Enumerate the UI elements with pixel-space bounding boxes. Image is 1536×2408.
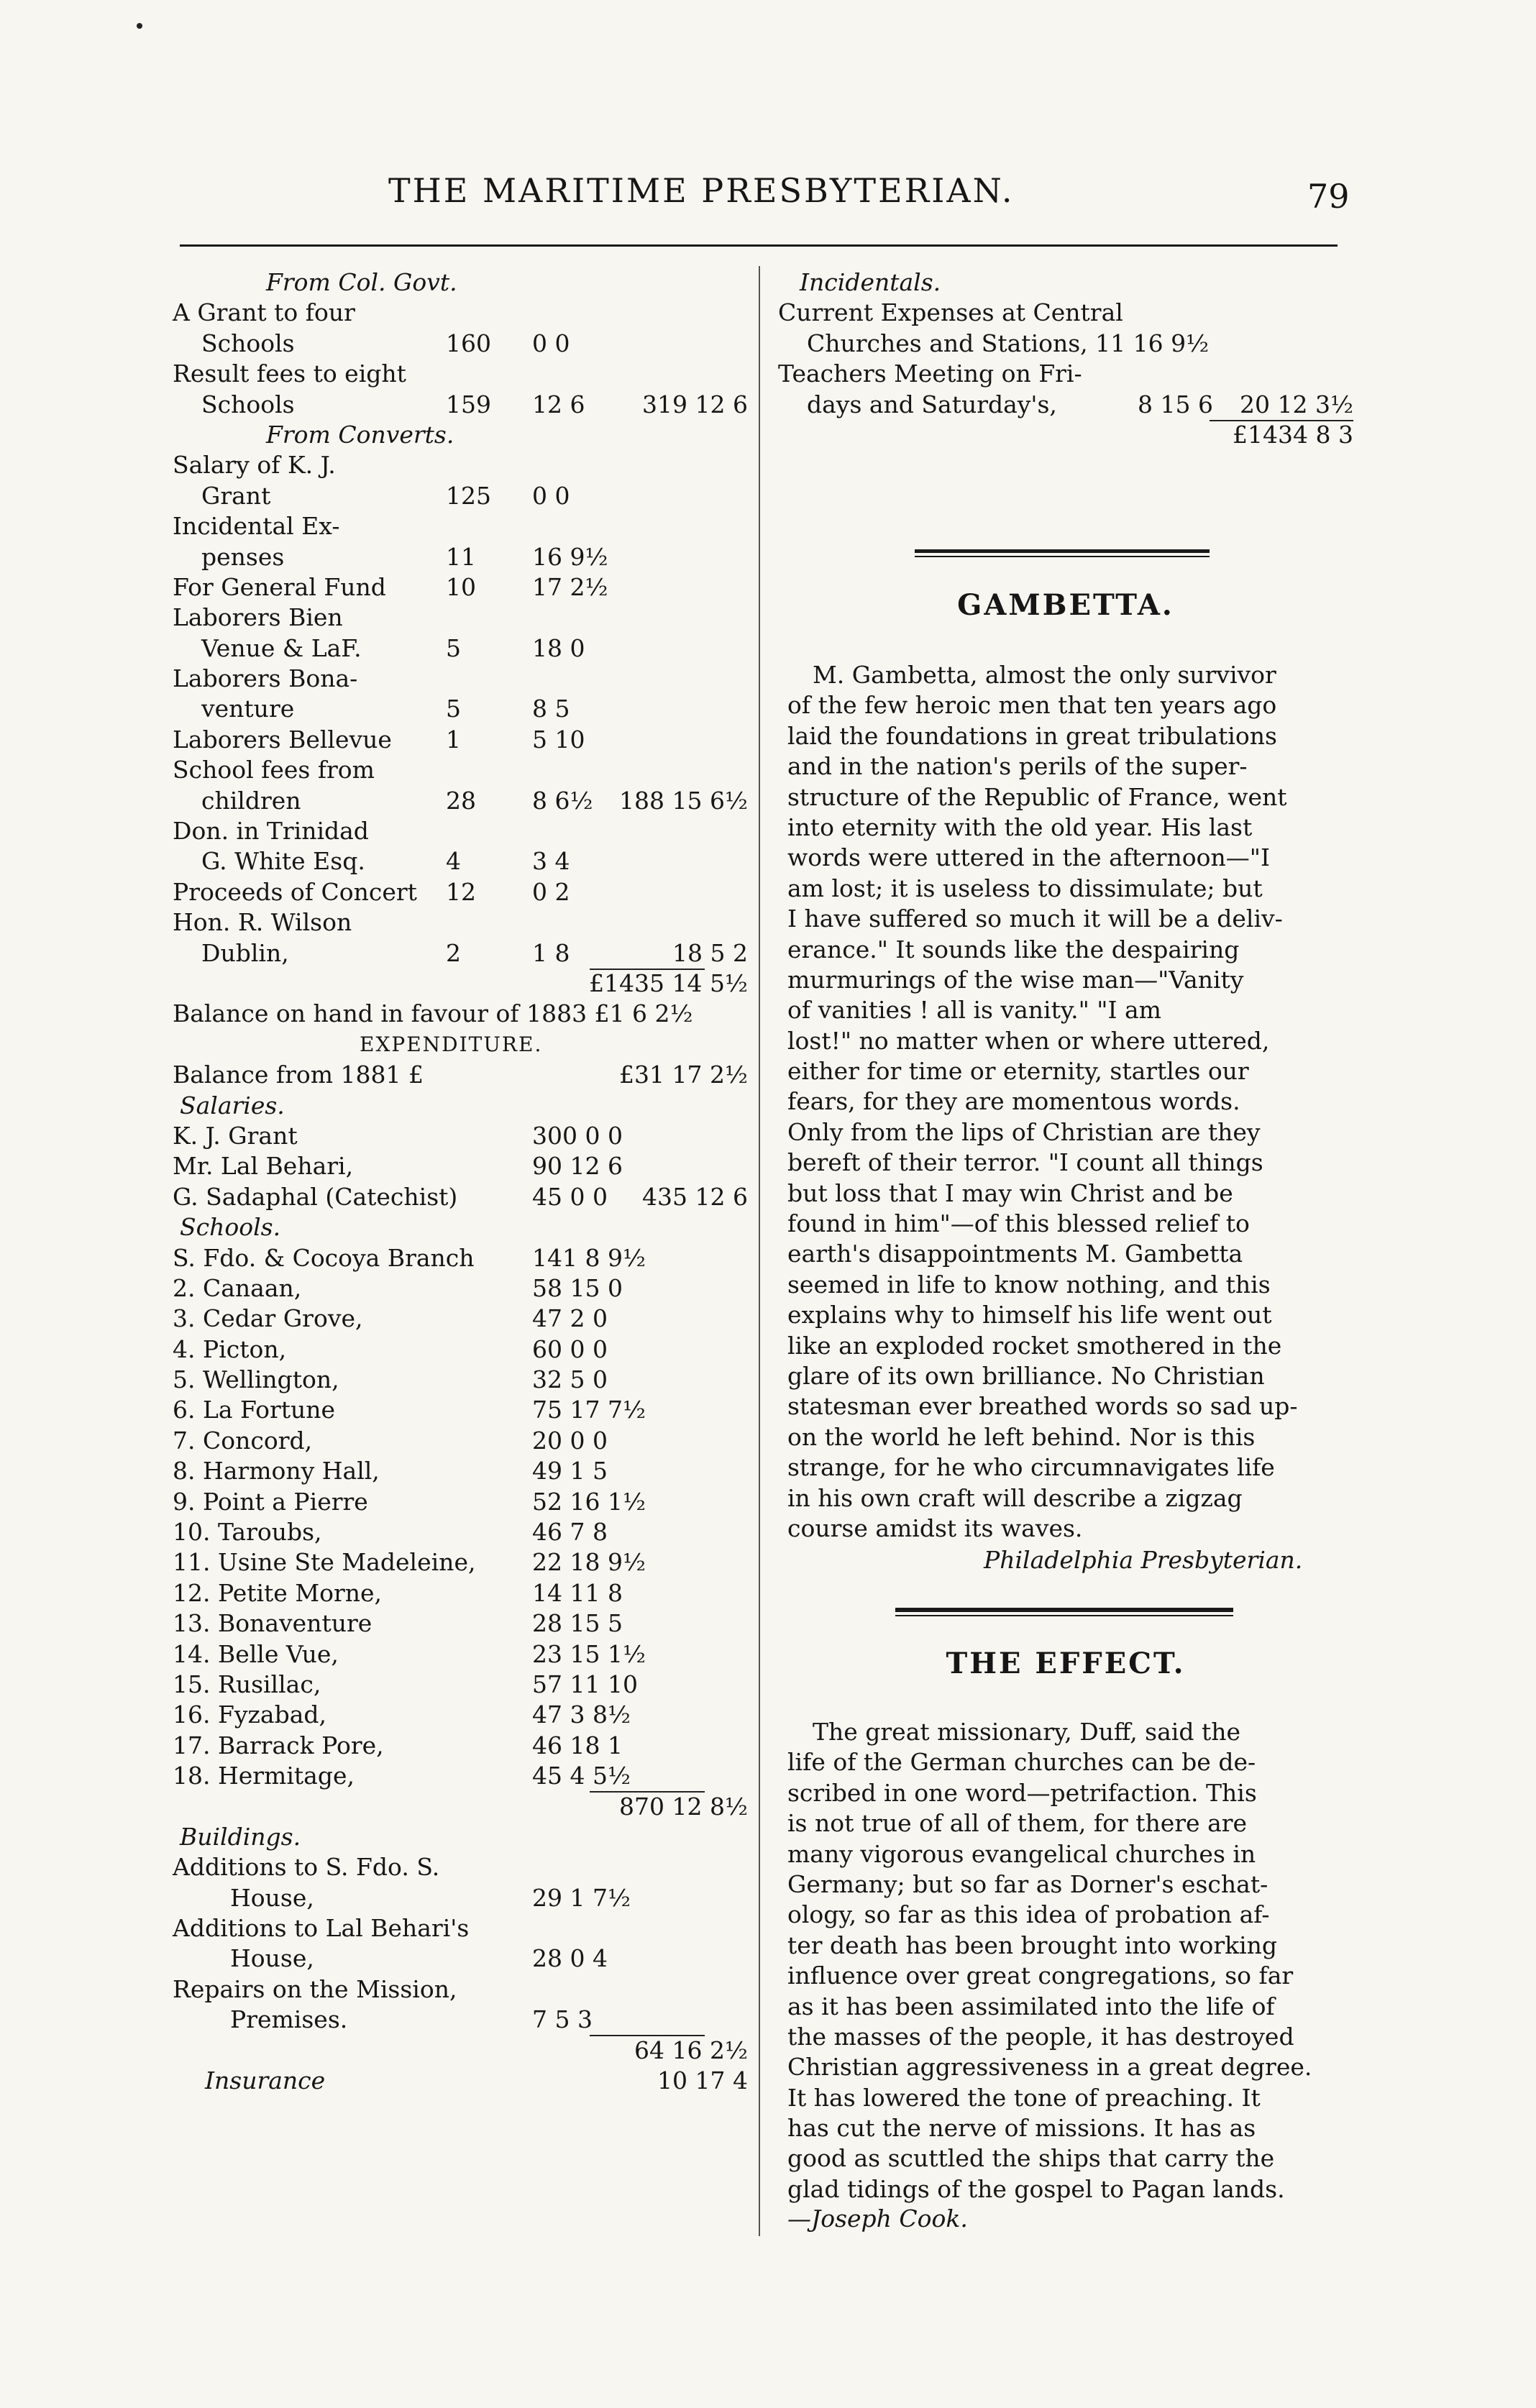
ledger-pounds: 11 [446, 542, 476, 571]
ledger-pounds: 12 [446, 877, 476, 906]
ledger-label: Schools [201, 329, 295, 357]
ledger-amount: 57 11 10 [532, 1670, 638, 1698]
text-line: of vanities ! all is vanity." "I am [787, 996, 1161, 1025]
ledger-label: 4. Picton, [173, 1335, 287, 1363]
ledger-pounds: 4 [446, 847, 461, 876]
ledger-label: 15. Rusillac, [173, 1670, 321, 1698]
ledger-row [173, 1578, 748, 1608]
ledger-amount: 14 11 8 [532, 1578, 623, 1607]
ledger-label: G. White Esq. [201, 847, 365, 876]
ledger-label: 3. Cedar Grove, [173, 1304, 363, 1333]
ledger-label: Churches and Stations, 11 16 9½ [807, 329, 1210, 357]
text-line: and in the nation's perils of the super- [787, 752, 1248, 781]
text-line: on the world he left behind. Nor is this [787, 1422, 1256, 1451]
ledger-label: Salaries. [180, 1091, 285, 1120]
ledger-pounds: 2 [446, 938, 461, 967]
header-rule [180, 244, 1338, 247]
ledger-amount: 28 0 4 [532, 1944, 608, 1973]
ledger-row [173, 420, 748, 450]
ledger-row [173, 1060, 748, 1090]
text-line: seemed in life to know nothing, and this [787, 1270, 1271, 1299]
text-line: The great missionary, Duff, said the [813, 1718, 1240, 1746]
ledger-amount: 18 0 [532, 633, 585, 662]
ledger-row [173, 1487, 748, 1517]
ledger-label: 12. Petite Morne, [173, 1578, 383, 1607]
ledger-amount: 23 15 1½ [532, 1639, 646, 1668]
ledger-amount: 8 5 [532, 695, 570, 723]
text-line: laid the foundations in great tribulations [787, 721, 1277, 750]
ledger-label: Laborers Bellevue [173, 725, 392, 754]
ledger-amount: 60 0 0 [532, 1335, 608, 1363]
effect-heading: THE EFFECT. [946, 1647, 1186, 1680]
page-number: 79 [1307, 177, 1350, 216]
ledger-total: 435 12 6 [642, 1182, 748, 1211]
ledger-row [173, 1335, 748, 1365]
ledger-total: 18 5 2 [672, 938, 748, 967]
text-line: in his own craft will describe a zigzag [787, 1483, 1243, 1512]
ledger-label: Result fees to eight [173, 360, 406, 388]
ledger-label: Current Expenses at Central [778, 298, 1123, 327]
ledger-row [778, 359, 1353, 389]
ledger-row [173, 2036, 748, 2066]
ledger-row [173, 1700, 748, 1730]
text-line: good as scuttled the ships that carry the [787, 2144, 1275, 2173]
ledger-row [173, 267, 748, 298]
text-line: ology, so far as this idea of probation af- [787, 1900, 1270, 1929]
ledger-label: Schools. [180, 1213, 281, 1242]
ledger-row [173, 664, 748, 694]
text-line: is not true of all of them, for there are [787, 1809, 1248, 1838]
ledger-label: Don. in Trinidad [173, 817, 369, 846]
ledger-row [173, 786, 748, 816]
text-line: glad tidings of the gospel to Pagan lands. [787, 2174, 1285, 2203]
ledger-row [173, 633, 748, 664]
ledger-total: 319 12 6 [642, 390, 748, 418]
effect-article [787, 1717, 1356, 2205]
ledger-row [173, 1426, 748, 1456]
ledger-row [173, 877, 748, 907]
ledger-pounds: 159 [446, 390, 491, 418]
ledger-pounds: 160 [446, 329, 491, 357]
ledger-row [173, 1761, 748, 1791]
incidentals-block [778, 267, 1353, 450]
text-line: ter death has been brought into working [787, 1931, 1278, 1959]
ledger-amount: 28 15 5 [532, 1609, 623, 1638]
ledger-amount: 20 0 0 [532, 1426, 608, 1455]
ledger-label: 13. Bonaventure [173, 1609, 372, 1638]
column-divider [759, 266, 760, 2236]
text-line: the masses of the people, it has destroyed [787, 2022, 1294, 2051]
ledger-label: Grant [201, 481, 271, 510]
ledger-label: From Col. Govt. [266, 268, 457, 296]
ledger-row [173, 572, 748, 603]
accounts-column [173, 267, 748, 2096]
ledger-label: School fees from [173, 756, 375, 784]
ledger-label: 7. Concord, [173, 1426, 313, 1455]
text-line: many vigorous evangelical churches in [787, 1839, 1256, 1868]
ledger-row [173, 1517, 748, 1547]
ledger-label: Dublin, [201, 938, 289, 967]
ledger-total: 64 16 2½ [634, 2036, 748, 2064]
text-line: statesman ever breathed words so sad up- [787, 1392, 1298, 1421]
ledger-amount: 8 6½ [532, 786, 593, 815]
ledger-label: Buildings. [180, 1822, 301, 1851]
ledger-row [173, 725, 748, 755]
text-line: found in him"—of this blessed relief to [787, 1209, 1250, 1238]
ledger-label: 6. La Fortune [173, 1396, 336, 1424]
ledger-label: Repairs on the Mission, [173, 1974, 457, 2003]
ledger-label: 2. Canaan, [173, 1273, 302, 1302]
ledger-row [173, 1639, 748, 1670]
ledger-pounds: 1 [446, 725, 461, 754]
ledger-total: £1434 8 3 [1233, 420, 1353, 449]
ledger-amount: 8 15 6 [1138, 390, 1213, 418]
text-line: M. Gambetta, almost the only survivor [813, 661, 1276, 689]
page-title: THE MARITIME PRESBYTERIAN. [388, 171, 1015, 210]
ledger-label: A Grant to four [173, 298, 355, 327]
ledger-label: Balance from 1881 £ [173, 1061, 424, 1089]
ledger-row [173, 2005, 748, 2035]
ledger-row [173, 1212, 748, 1242]
ledger-pounds: 5 [446, 695, 461, 723]
ledger-amount: 141 8 9½ [532, 1243, 646, 1272]
ledger-label: 11. Usine Ste Madeleine, [173, 1548, 476, 1577]
text-line: into eternity with the old year. His last [787, 812, 1253, 841]
ledger-total: 188 15 6½ [619, 786, 748, 815]
text-line: fears, for they are momentous words. [787, 1087, 1240, 1116]
ledger-amount: 52 16 1½ [532, 1487, 646, 1516]
ledger-label: For General Fund [173, 572, 386, 601]
ledger-row [173, 1243, 748, 1273]
ledger-row [173, 755, 748, 785]
ledger-pounds: 5 [446, 633, 461, 662]
text-line: earth's disappointments M. Gambetta [787, 1240, 1243, 1268]
ledger-row [173, 390, 748, 420]
ledger-row [173, 999, 748, 1029]
ledger-label: Premises. [230, 2005, 348, 2034]
text-line: course amidst its waves. [787, 1514, 1083, 1542]
text-line: bereft of their terror. "I count all things [787, 1148, 1263, 1177]
text-line: words were uttered in the afternoon—"I [787, 843, 1270, 872]
ledger-row [173, 329, 748, 359]
text-line: I have suffered so much it will be a deliv- [787, 905, 1283, 933]
ledger-row [173, 511, 748, 541]
ledger-amount: 12 6 [532, 390, 585, 418]
ledger-row [778, 329, 1353, 359]
ledger-label: 14. Belle Vue, [173, 1639, 339, 1668]
ledger-amount: 17 2½ [532, 572, 608, 601]
ledger-label: 9. Point a Pierre [173, 1487, 368, 1516]
ledger-amount: 1 8 [532, 938, 570, 967]
ledger-row [173, 603, 748, 633]
ledger-total: 870 12 8½ [619, 1792, 748, 1821]
ledger-amount: 75 17 7½ [532, 1396, 646, 1424]
ledger-row [173, 1822, 748, 1852]
ledger-label: venture [201, 695, 295, 723]
ledger-amount: 22 18 9½ [532, 1548, 646, 1577]
ledger-row [173, 938, 748, 969]
ledger-pounds: 10 [446, 572, 476, 601]
ledger-amount: 0 0 [532, 481, 570, 510]
ledger-total: £31 17 2½ [619, 1061, 748, 1089]
ledger-amount: 16 9½ [532, 542, 608, 571]
text-line: as it has been assimilated into the life of [787, 1992, 1275, 2020]
gambetta-article [787, 660, 1356, 1544]
margin-dot [137, 23, 142, 29]
text-line: am lost; it is useless to dissimulate; but [787, 874, 1263, 902]
ledger-label: Additions to Lal Behari's [173, 1914, 470, 1943]
ledger-label: Mr. Lal Behari, [173, 1152, 354, 1181]
ledger-amount: 7 5 3 [532, 2005, 593, 2034]
text-line: of the few heroic men that ten years ago [787, 691, 1277, 720]
ledger-amount: 58 15 0 [532, 1273, 623, 1302]
ledger-row [173, 846, 748, 876]
ledger-label: Salary of K. J. [173, 451, 336, 480]
ledger-total: 10 17 4 [657, 2066, 748, 2095]
ledger-amount: 29 1 7½ [532, 1883, 631, 1912]
text-line: influence over great congregations, so far [787, 1961, 1294, 1990]
text-line: strange, for he who circumnavigates life [787, 1453, 1275, 1482]
ledger-label: children [201, 786, 301, 815]
text-line: Only from the lips of Christian are they [787, 1117, 1261, 1146]
ledger-total: £1435 14 5½ [589, 969, 748, 997]
ledger-row [778, 420, 1353, 450]
ledger-label: House, [230, 1883, 314, 1912]
text-line: glare of its own brilliance. No Christian [787, 1361, 1265, 1390]
ledger-amount: 32 5 0 [532, 1365, 608, 1394]
ledger-row [173, 907, 748, 938]
ledger-row [173, 1121, 748, 1151]
text-line: murmurings of the wise man—"Vanity [787, 965, 1244, 994]
ledger-row [173, 1974, 748, 2005]
text-line: Germany; but so far as Dorner's eschat- [787, 1869, 1268, 1898]
ledger-label: Incidentals. [800, 268, 941, 296]
ledger-amount: 46 7 8 [532, 1518, 608, 1547]
text-line: It has lowered the tone of preaching. It [787, 2083, 1261, 2112]
ledger-amount: 90 12 6 [532, 1152, 623, 1181]
text-line: has cut the nerve of missions. It has as [787, 2114, 1256, 2143]
ledger-total: 20 12 3½ [1240, 390, 1353, 418]
ledger-row [173, 1944, 748, 1974]
text-line: life of the German churches can be de- [787, 1748, 1256, 1777]
text-line: Christian aggressiveness in a great degree. [787, 2053, 1312, 2082]
text-line: either for time or eternity, startles our [787, 1057, 1249, 1086]
ledger-row [173, 1456, 748, 1486]
ledger-amount: 0 2 [532, 877, 570, 906]
ledger-label: Laborers Bien [173, 603, 343, 632]
ledger-row [173, 1547, 748, 1578]
ledger-label: 18. Hermitage, [173, 1762, 355, 1790]
ledger-label: 5. Wellington, [173, 1365, 339, 1394]
ledger-row [173, 1030, 748, 1060]
ledger-label: From Converts. [266, 420, 454, 449]
ledger-label: Incidental Ex- [173, 512, 340, 541]
ledger-row [173, 542, 748, 572]
ledger-row [778, 298, 1353, 328]
ledger-row [173, 298, 748, 328]
ledger-row [173, 969, 748, 999]
section-rule-effect-bottom [895, 1615, 1233, 1616]
gambetta-heading: GAMBETTA. [957, 588, 1174, 622]
ledger-row [173, 450, 748, 480]
ledger-amount: 45 4 5½ [532, 1762, 631, 1790]
ledger-pounds: 125 [446, 481, 491, 510]
ledger-row [173, 1395, 748, 1425]
ledger-row [173, 1151, 748, 1181]
ledger-amount: 5 10 [532, 725, 585, 754]
ledger-row [173, 1608, 748, 1639]
ledger-amount: 47 3 8½ [532, 1700, 631, 1729]
section-rule-effect-top [895, 1608, 1233, 1612]
text-line: scribed in one word—petrifaction. This [787, 1778, 1257, 1807]
ledger-label: Venue & LaF. [201, 633, 362, 662]
text-line: lost!" no matter when or where uttered, [787, 1026, 1270, 1055]
ledger-label: Teachers Meeting on Fri- [778, 360, 1082, 388]
text-line: erance." It sounds like the despairing [787, 935, 1240, 963]
ledger-row [173, 481, 748, 511]
ledger-row [173, 1731, 748, 1761]
ledger-label: K. J. Grant [173, 1121, 298, 1150]
ledger-label: 8. Harmony Hall, [173, 1457, 380, 1485]
ledger-amount: 46 18 1 [532, 1731, 623, 1759]
ledger-amount: 300 0 0 [532, 1121, 623, 1150]
ledger-label: S. Fdo. & Cocoya Branch [173, 1243, 475, 1272]
ledger-row [173, 694, 748, 724]
ledger-row [173, 1670, 748, 1700]
text-line: explains why to himself his life went out [787, 1301, 1272, 1329]
ledger-label: Laborers Bona- [173, 664, 358, 693]
ledger-row [778, 390, 1353, 420]
ledger-label: 16. Fyzabad, [173, 1700, 326, 1729]
section-rule-gambetta-bottom [915, 556, 1210, 557]
ledger-row [173, 1273, 748, 1304]
text-line: like an exploded rocket smothered in the [787, 1331, 1282, 1360]
text-line: but loss that I may win Christ and be [787, 1178, 1233, 1207]
ledger-label: G. Sadaphal (Catechist) [173, 1182, 458, 1211]
ledger-label: Schools [201, 390, 295, 418]
ledger-label: days and Saturday's, [807, 390, 1057, 418]
ledger-amount: 47 2 0 [532, 1304, 608, 1333]
ledger-label: House, [230, 1944, 314, 1973]
ledger-pounds: 28 [446, 786, 476, 815]
ledger-row [173, 1365, 748, 1395]
page-header [0, 171, 1536, 229]
text-line: structure of the Republic of France, went [787, 782, 1287, 811]
ledger-row [173, 1883, 748, 1913]
ledger-row [173, 816, 748, 846]
ledger-amount: 45 0 0 [532, 1182, 608, 1211]
ledger-row [173, 359, 748, 389]
ledger-row [173, 1792, 748, 1822]
ledger-label: Balance on hand in favour of 1883 £1 6 2½ [173, 999, 693, 1028]
ledger-label: Proceeds of Concert [173, 877, 417, 906]
ledger-row [173, 2066, 748, 2096]
gambetta-attribution: Philadelphia Presbyterian. [984, 1546, 1303, 1574]
ledger-row [778, 267, 1353, 298]
ledger-label: Additions to S. Fdo. S. [173, 1853, 440, 1882]
effect-attribution: —Joseph Cook. [787, 2205, 968, 2233]
ledger-label: Hon. R. Wilson [173, 908, 352, 937]
ledger-row [173, 1182, 748, 1212]
ledger-row [173, 1304, 748, 1334]
ledger-amount: 49 1 5 [532, 1457, 608, 1485]
ledger-row [173, 1913, 748, 1944]
ledger-label: Insurance [205, 2066, 326, 2095]
ledger-label: EXPENDITURE. [360, 1032, 543, 1056]
ledger-amount: 3 4 [532, 847, 570, 876]
ledger-amount: 0 0 [532, 329, 570, 357]
ledger-row [173, 1091, 748, 1121]
ledger-row [173, 1852, 748, 1882]
section-rule-gambetta-top [915, 549, 1210, 553]
ledger-label: 10. Taroubs, [173, 1518, 322, 1547]
ledger-label: penses [201, 542, 285, 571]
ledger-label: 17. Barrack Pore, [173, 1731, 384, 1759]
